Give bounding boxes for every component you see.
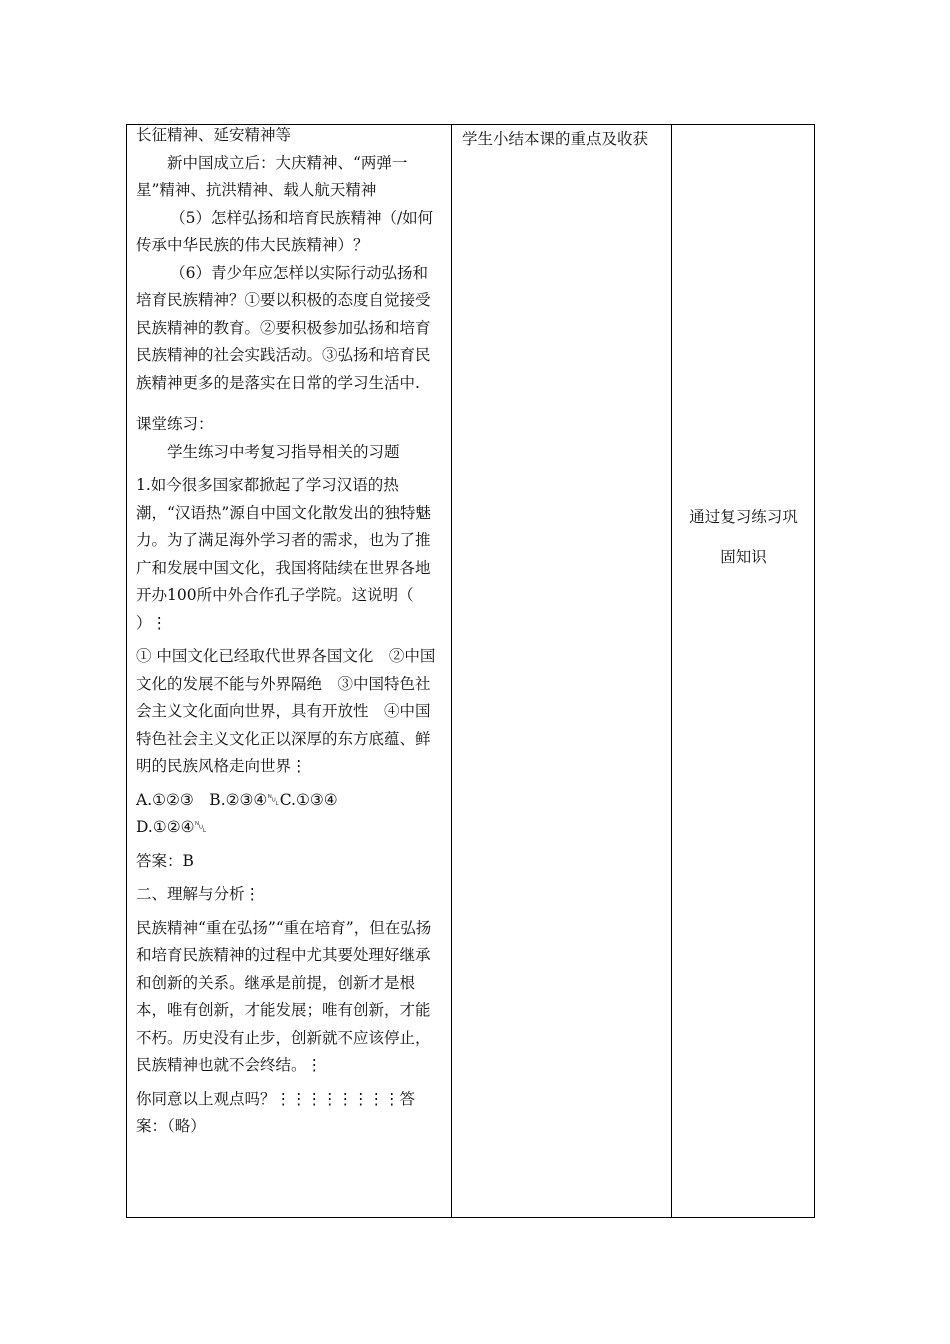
answer-line: 你同意以上观点吗？⋮⋮⋮⋮⋮⋮⋮⋮答案：（略） xyxy=(136,1089,416,1135)
text-line: 学生练习中考复习指导相关的习题 xyxy=(167,442,400,461)
lesson-table xyxy=(126,124,815,1218)
choice-line: D.①②④␀ xyxy=(136,818,207,836)
question-6: （6）青少年应怎样以实际行动弘扬和培育民族精神？①要以积极的态度自觉接受民族精神的教育。②要积极参加弘扬和培育民族精神的社会实践活动。③弘扬和培育民族精神更多的是落实在日常的学习生活中. xyxy=(136,263,431,392)
text-line: 通过复习练习巩 xyxy=(689,508,798,526)
exercise-question: 1.如今很多国家都掀起了学习汉语的热潮，“汉语热”源自中国文化散发出的独特魅力。为了满足海外学习者的需求，也为了推广和发展中国文化，我国将陆续在世界各地开办100所中外合作孔子学院。这说明（ ）⋮ xyxy=(136,476,445,632)
text-line: 学生小结本课的重点及收获 xyxy=(462,130,649,148)
text-line: 固知识 xyxy=(720,548,767,566)
purpose-column xyxy=(672,125,815,1217)
content-column xyxy=(127,125,451,1217)
choice-line: A.①②③ B.②③④␀C.①③④ xyxy=(136,790,338,809)
section-heading: 二、理解与分析⋮ xyxy=(136,885,261,903)
text-paragraph: 新中国成立后：大庆精神、“两弹一星”精神、抗洪精神、载人航天精神 xyxy=(136,153,408,199)
section-heading: 课堂练习： xyxy=(136,415,214,433)
answer-line: 答案：B xyxy=(136,851,194,870)
student-activity-column xyxy=(452,125,671,1217)
exercise-options: ① 中国文化已经取代世界各国文化 ②中国文化的发展不能与外界隔绝 ③中国特色社会主义文化面向世界，具有开放性 ④中国特色社会主义文化正以深厚的东方底蕴、鲜明的民族风格走向世界⋮ xyxy=(136,647,436,775)
question-5: （5）怎样弘扬和培育民族精神（/如何传承中华民族的伟大民族精神）？ xyxy=(136,208,434,254)
text-line: 长征精神、延安精神等 xyxy=(136,126,292,144)
text-paragraph: 民族精神“重在弘扬”“重在培育”，但在弘扬和培育民族精神的过程中尤其要处理好继承和创新的关系。继承是前提，创新才是根本，唯有创新，才能发展；唯有创新，才能不朽。历史没有止步，创新就不应该停止，民族精神也就不会终结。⋮ xyxy=(136,918,432,1074)
purpose-note xyxy=(672,497,815,577)
